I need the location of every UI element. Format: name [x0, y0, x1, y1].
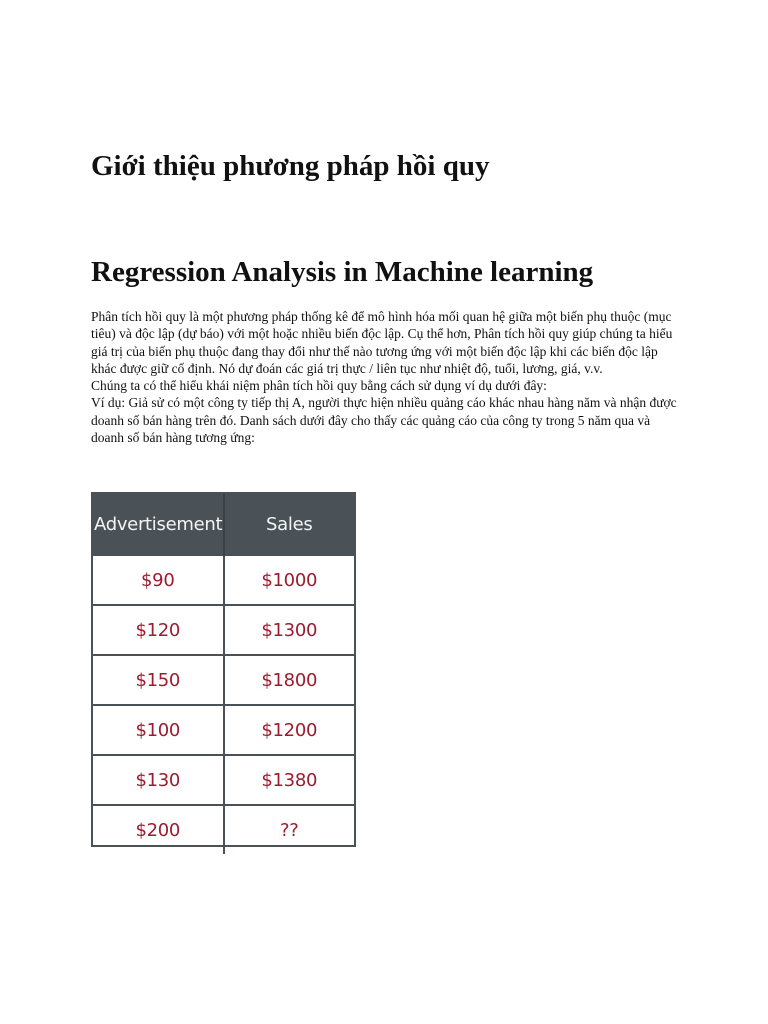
section-heading: Regression Analysis in Machine learning — [91, 256, 594, 288]
header-advertisement: Advertisement — [93, 494, 224, 555]
cell-advertisement: $90 — [93, 555, 224, 605]
cell-advertisement: $130 — [93, 755, 224, 805]
cell-advertisement: $200 — [93, 805, 224, 854]
advertisement-sales-table-image — [91, 492, 356, 847]
table-row — [93, 705, 354, 755]
paragraph-example: Ví dụ: Giả sử có một công ty tiếp thị A, người thực hiện nhiều quảng cáo khác nhau hàng năm và nhận được doanh số bán hàng trên đó. Danh sách dưới đây cho thấy các quảng cáo của công ty trong 5 năm qua và doanh số bán hàng tương ứng: — [91, 395, 677, 446]
cell-sales: $1200 — [224, 705, 355, 755]
cell-sales: ?? — [224, 805, 355, 854]
cell-sales: $1380 — [224, 755, 355, 805]
cell-sales: $1800 — [224, 655, 355, 705]
table-row — [93, 555, 354, 605]
table-row — [93, 655, 354, 705]
table-row — [93, 755, 354, 805]
body-text — [91, 308, 686, 446]
cell-sales: $1000 — [224, 555, 355, 605]
table-header-row — [93, 494, 354, 555]
cell-sales: $1300 — [224, 605, 355, 655]
advertisement-sales-table — [93, 494, 354, 854]
table-row — [93, 805, 354, 854]
header-sales: Sales — [224, 494, 355, 555]
page-title: Giới thiệu phương pháp hồi quy — [91, 150, 490, 182]
cell-advertisement: $120 — [93, 605, 224, 655]
table-row — [93, 605, 354, 655]
cell-advertisement: $150 — [93, 655, 224, 705]
paragraph-intro-example: Chúng ta có thể hiểu khái niệm phân tích hồi quy bằng cách sử dụng ví dụ dưới đây: — [91, 378, 547, 394]
cell-advertisement: $100 — [93, 705, 224, 755]
paragraph-definition: Phân tích hồi quy là một phương pháp thống kê để mô hình hóa mối quan hệ giữa một biến phụ thuộc (mục tiêu) và độc lập (dự báo) với một hoặc nhiều biến độc lập. Cụ thể hơn, Phân tích hồi quy giúp chúng ta hiểu giá trị của biến phụ thuộc đang thay đổi như thế nào tương ứng với một biến độc lập khi các biến độc lập khác được giữ cố định. Nó dự đoán các giá trị thực / liên tục như nhiệt độ, tuổi, lương, giá, v.v. — [91, 309, 673, 376]
